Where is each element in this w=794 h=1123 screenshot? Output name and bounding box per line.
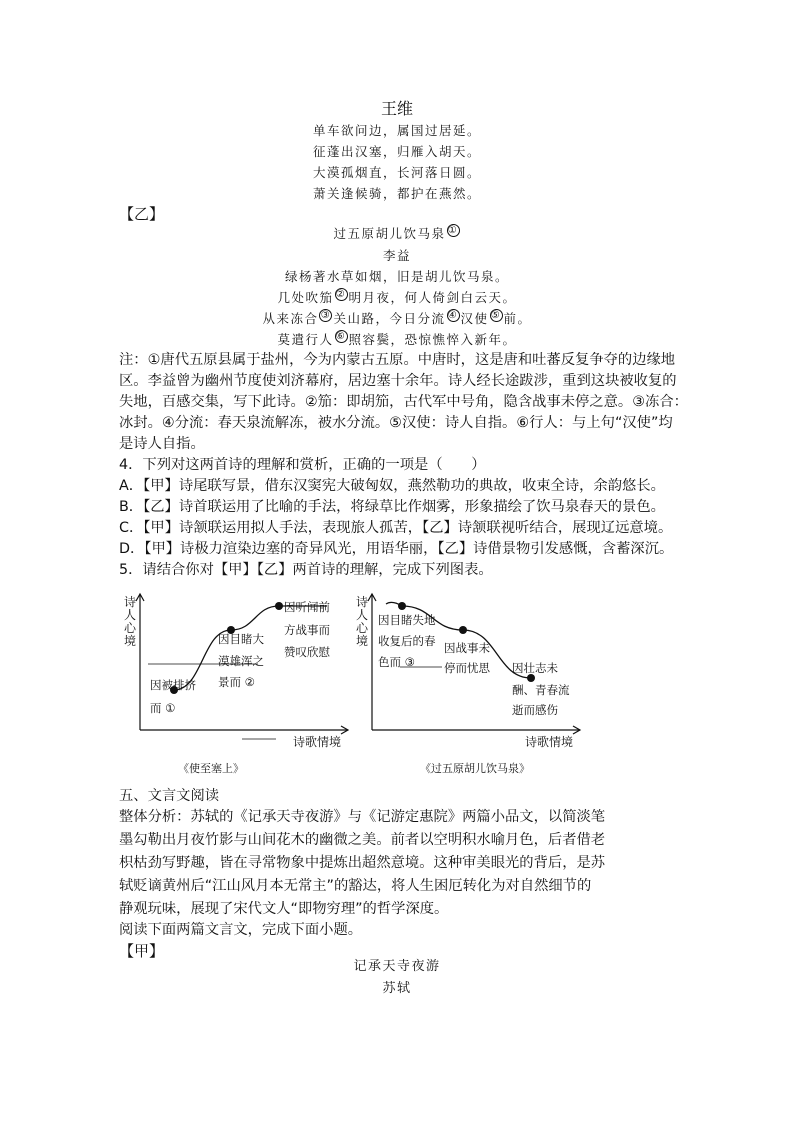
footnote-mark: ⑥	[335, 331, 347, 342]
point-label-line: 因目睹大	[218, 632, 264, 646]
point-label-line: 收复后的春	[378, 634, 436, 648]
point-label-line: 而 ①	[150, 701, 176, 715]
question-4-option-b: B．【乙】诗首联运用了比喻的手法，将绿草比作烟雾，形象描绘了饮马泉春天的景色。	[119, 499, 665, 515]
poem-a-line: 征蓬出汉塞，归雁入胡天。	[312, 144, 481, 159]
x-axis-label: 诗歌情境	[293, 735, 342, 749]
chart-title: 《使至塞上》	[178, 762, 244, 775]
data-point	[527, 674, 535, 682]
poem-text: 从来冻合	[262, 311, 319, 327]
question-4-option-c: C．【甲】诗颔联运用拟人手法，表现旅人孤苦，【乙】诗颔联视听结合，展现辽远意境。	[119, 520, 673, 536]
analysis-line: 枳枯劲写野趣，皆在寻常物象中提炼出超然意境。这种审美眼光的背后，是苏	[119, 855, 606, 871]
point-label-line: 酬、青春流	[512, 683, 570, 697]
footnote-mark: ④	[447, 310, 459, 321]
chart-title: 《过五原胡儿饮马泉》	[420, 762, 530, 775]
point-label-line: 停而忧思	[444, 661, 490, 675]
data-point	[275, 602, 283, 610]
question-4-option-d: D．【甲】诗极力渲染边塞的奇异风光，用语华丽，【乙】诗借景物引发感慨，含蓄深沉。	[119, 541, 674, 557]
y-axis-label-char: 心	[124, 621, 137, 635]
analysis-line: 轼贬谪黄州后“江山风月本无常主”的豁达，将人生困厄转化为对自然细节的	[119, 878, 592, 894]
poem-b-line: 绿杨著水草如烟，旧是胡儿饮马泉。	[284, 269, 509, 284]
poem-text: 前。	[503, 311, 532, 327]
x-axis-label: 诗歌情境	[525, 735, 574, 749]
poem-b-title-text: 过五原胡儿饮马泉	[333, 226, 446, 242]
point-label-line: 因目睹失地	[378, 613, 436, 627]
y-axis-label-char: 境	[124, 634, 137, 648]
point-label-line: 因听闻前	[284, 600, 330, 614]
poem-a-line: 大漠孤烟直，长河落日圆。	[312, 165, 481, 180]
poem-a-author: 王维	[380, 99, 413, 118]
y-axis-label-char: 境	[356, 634, 369, 648]
data-point	[459, 626, 467, 634]
point-label-line: 因被排挤	[150, 678, 196, 692]
y-axis-label-char: 人	[124, 608, 137, 622]
poem-b-title	[0, 224, 794, 242]
point-label-line: 因战事未	[444, 641, 490, 655]
poem-a-line: 萧关逢候骑，都护在燕然。	[312, 186, 481, 201]
point-label-line: 景而 ②	[218, 675, 255, 689]
poem-text: 明月夜，何人倚剑白云天。	[348, 290, 517, 306]
y-axis-label-char: 人	[356, 608, 369, 622]
poem-b-author: 李益	[382, 248, 411, 263]
poem-b-line	[0, 309, 794, 327]
data-point	[398, 602, 406, 610]
essay-author: 苏轼	[382, 981, 412, 996]
poem-text: 莫遣行人	[277, 332, 334, 348]
point-label-line: 漠雄浑之	[218, 654, 264, 668]
analysis-line: 静观玩味，展现了宋代文人“即物穷理”的哲学深度。	[119, 901, 449, 917]
point-label-line: 逝而感伤	[512, 703, 558, 717]
poem-a-line: 单车欲问边，属国过居延。	[312, 123, 481, 138]
essay-title: 记承天寺夜游	[353, 959, 441, 974]
question-4-option-a: A．【甲】诗尾联写景，借东汉窦宪大破匈奴，燕然勒功的典故，收束全诗，余韵悠长。	[119, 478, 665, 494]
point-label-line: 因壮志未	[512, 661, 558, 675]
poem-text: 汉使	[460, 311, 489, 327]
note-line: 区。李益曾为幽州节度使刘济幕府，居边塞十余年。诗人经长途跋涉，重到这块被收复的	[119, 373, 677, 389]
note-line: 失地，百感交集，写下此诗。②笳：即胡笳，古代军中号角，隐含战事未停之意。③冻合：	[119, 394, 688, 410]
note-line: 注：①唐代五原县属于盐州，今为内蒙古五原。中唐时，这是唐和吐蕃反复争夺的边缘地	[119, 352, 676, 368]
essay-marker: 【甲】	[119, 942, 165, 960]
footnote-mark: ②	[335, 289, 347, 300]
poem-text: 几处吹笳	[277, 290, 334, 306]
poem-b-line	[0, 330, 794, 348]
poem-text: 关山路，今日分流	[333, 311, 446, 327]
footnote-mark: ⑤	[490, 310, 502, 321]
analysis-line: 墨勾勒出月夜竹影与山间花木的幽微之美。前者以空明积水喻月色，后者借老	[119, 832, 606, 848]
point-label-line: 方战事而	[284, 623, 330, 637]
footnote-mark: ③	[320, 310, 332, 321]
analysis-line: 整体分析：苏轼的《记承天寺夜游》与《记游定惠院》两篇小品文，以简淡笔	[119, 809, 606, 825]
note-line: 是诗人自指。	[119, 436, 205, 452]
poem-b-line	[0, 288, 794, 306]
point-label-line: 色而 ③	[378, 655, 415, 669]
question-4-stem: 4．下列对这两首诗的理解和赏析，正确的一项是（ ）	[119, 457, 486, 473]
y-axis-label-char: 诗	[356, 595, 369, 609]
poem-b-marker: 【乙】	[119, 205, 165, 223]
chart-shi-zhi-sai-shang	[118, 582, 358, 777]
poem-text: 照容鬓，恐惊憔悴入新年。	[348, 332, 517, 348]
reading-instruction: 阅读下面两篇文言文，完成下面小题。	[119, 922, 363, 938]
section-heading: 五、文言文阅读	[119, 788, 220, 804]
y-axis-label-char: 心	[356, 621, 369, 635]
footnote-mark: ①	[447, 225, 459, 236]
question-5-stem: 5．请结合你对【甲】【乙】两首诗的理解，完成下列图表。	[119, 562, 493, 578]
y-axis-label-char: 诗	[124, 595, 137, 609]
chart-guo-wu-yuan	[350, 582, 590, 777]
point-label-line: 赞叹欣慰	[284, 645, 330, 659]
note-line: 冰封。④分流：春天泉流解冻，被水分流。⑤汉使：诗人自指。⑥行人：与上句“汉使”均	[119, 415, 673, 431]
